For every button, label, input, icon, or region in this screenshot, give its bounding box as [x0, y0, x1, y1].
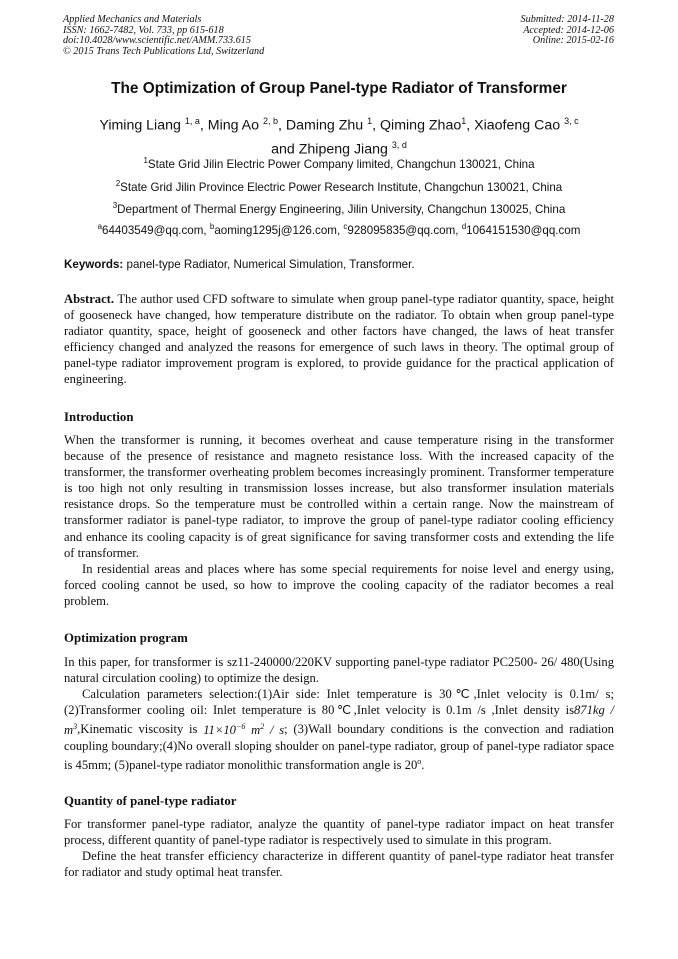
paragraph: Calculation parameters selection:(1)Air side: Inlet temperature is 30℃,Inlet velocity is 0.1m/ s;(2)Transformer cooling oil: Inlet temperature is 80℃,Inlet velocity is 0.1m /s ,Inlet density $is871kg / m^3,Kinematic$ viscosity is $11\times 10^{-6}$ $m^2$ / s; (3)Wall boundary conditions is the convection and radiation coupling boundary;(4)No overall sloping shoulder on panel-type radiator, group of panel-type radiator space is 45mm; (5)panel-type radiator monolithic transformation angle is 20$^o$. [64, 687, 614, 772]
author-sup: 1, a [184, 116, 200, 126]
affiliation-1: $^1$State Grid Jilin Electric Power Company limited, Changchun 130021, China [143, 156, 535, 171]
email-link[interactable]: 1064151530@qq.com [466, 223, 581, 237]
density-formula: $871kg / m^3$ [64, 703, 614, 737]
abstract [64, 291, 614, 388]
author-name: Yiming Liang [99, 117, 181, 134]
journal-header-left [63, 15, 264, 57]
author-and: and [271, 141, 295, 158]
accepted-date: Accepted: 2014-12-06 [523, 24, 614, 36]
section-heading-quantity: Quantity of panel-type radiator [64, 794, 237, 808]
affiliation-3: $^3$Department of Thermal Energy Engineering, Jilin University, Changchun 130025, China [112, 201, 566, 216]
journal-issn: ISSN: 1662-7482, Vol. 733, pp 615-618 [63, 24, 224, 36]
author-name: Daming Zhu [285, 117, 364, 134]
introduction-body [64, 432, 614, 609]
abstract-text: The author used CFD software to simulate when group panel-type radiator quantity, space, height of gooseneck have changed, how temperature distribute on the radiator. To obtain when group panel-type radiator quantity, space, height of gooseneck and other factors have changed, the laws of heat transfer efficiency changed and analyzed the reasons for emergence of such laws in theory. The optimal group of panel-type radiator improvement program is explored, to provide guidance for the practical application of engineering. [64, 292, 614, 387]
section-heading-introduction: Introduction [64, 410, 134, 424]
email-link[interactable]: aoming1295j@126.com [214, 223, 337, 237]
journal-doi: doi:10.4028/www.scientific.net/AMM.733.615 [63, 35, 251, 47]
affiliation-2: $^2$State Grid Jilin Province Electric Power Research Institute, Changchun 130021, China [115, 179, 563, 194]
email-link[interactable]: 928095835@qq.com [347, 223, 456, 237]
author-sup: 1 [461, 116, 467, 126]
author-sup: 3, c [564, 116, 579, 126]
journal-name: Applied Mechanics and Materials [63, 14, 202, 25]
keywords [64, 258, 415, 271]
paragraph: For transformer panel-type radiator, analyze the quantity of panel-type radiator impact on heat transfer process, different quantity of panel-type radiator is respectively used to simulate in this program. [64, 817, 614, 848]
submitted-date: Submitted: 2014-11-28 [520, 14, 614, 25]
keywords-text: panel-type Radiator, Numerical Simulation, Transformer. [126, 258, 415, 271]
keywords-label: Keywords: [64, 258, 124, 271]
author-name: Zhipeng Jiang [298, 141, 388, 158]
author-list: Yiming Liang $^{1, a}$, Ming Ao $^{2, b}$, Daming Zhu $^1$, Qiming Zhao$^1$, Xiaofeng Cao $^{3, c}$ and Zhipeng Jiang $^{3, d}$ [99, 116, 579, 158]
author-sup: 1 [367, 116, 373, 126]
journal-copyright: © 2015 Trans Tech Publications Ltd, Switzerland [63, 45, 265, 57]
author-name: Ming Ao [207, 117, 260, 134]
optimization-body [64, 654, 614, 773]
quantity-body [64, 816, 614, 880]
email-link[interactable]: 64403549@qq.com [102, 223, 204, 237]
journal-header-right [521, 15, 614, 47]
paragraph: When the transformer is running, it becomes overheat and cause temperature rising in the transformer because of the presence of resistance and magneto resistance loss. With the increased capacity of the transformer, the transformer overheating problem becomes increasingly prominent. Transformer temperature is too high not only resulting in transmission losses increase, but also transformer insulation materials resistance drops. So the temperature must be controlled within a certain range. Now the mainstream of transformer radiator is panel-type radiator, to improve the group of panel-type radiator cooling efficiency and enhance its cooling capacity is of great significance for saving transformer costs and extending the life of transformer. [64, 433, 614, 560]
online-date: Online: 2015-02-16 [532, 35, 614, 47]
paragraph: Define the heat transfer efficiency characterize in different quantity of panel-type radiator heat transfer for radiator and study optimal heat transfer. [64, 849, 614, 880]
paper-title: The Optimization of Group Panel-type Radiator of Transformer [111, 80, 567, 97]
author-sup: 2, b [262, 116, 278, 126]
paragraph: In this paper, for transformer is sz11-240000/220KV supporting panel-type radiator PC2500- 26/ 480(Using natural circulation cooling) to optimize the design. [64, 655, 614, 686]
paragraph: In residential areas and places where has some special requirements for noise level and energy using, forced cooling cannot be used, so how to improve the cooling capacity of the radiator becomes a real problem. [64, 561, 614, 608]
section-heading-optimization: Optimization program [64, 631, 188, 645]
abstract-label: Abstract. [64, 292, 115, 306]
author-name: Xiaofeng Cao [474, 117, 561, 134]
author-name: Qiming Zhao [380, 117, 462, 134]
author-sup: 3, d [391, 139, 407, 150]
email-list: $^a$64403549@qq.com, $^b$aoming1295j@126.com, $^c$928095835@qq.com, $^d$1064151530@qq.com [97, 222, 581, 237]
viscosity-formula: $11\times 10^{-6}$ $m^2$ / s [203, 721, 285, 737]
